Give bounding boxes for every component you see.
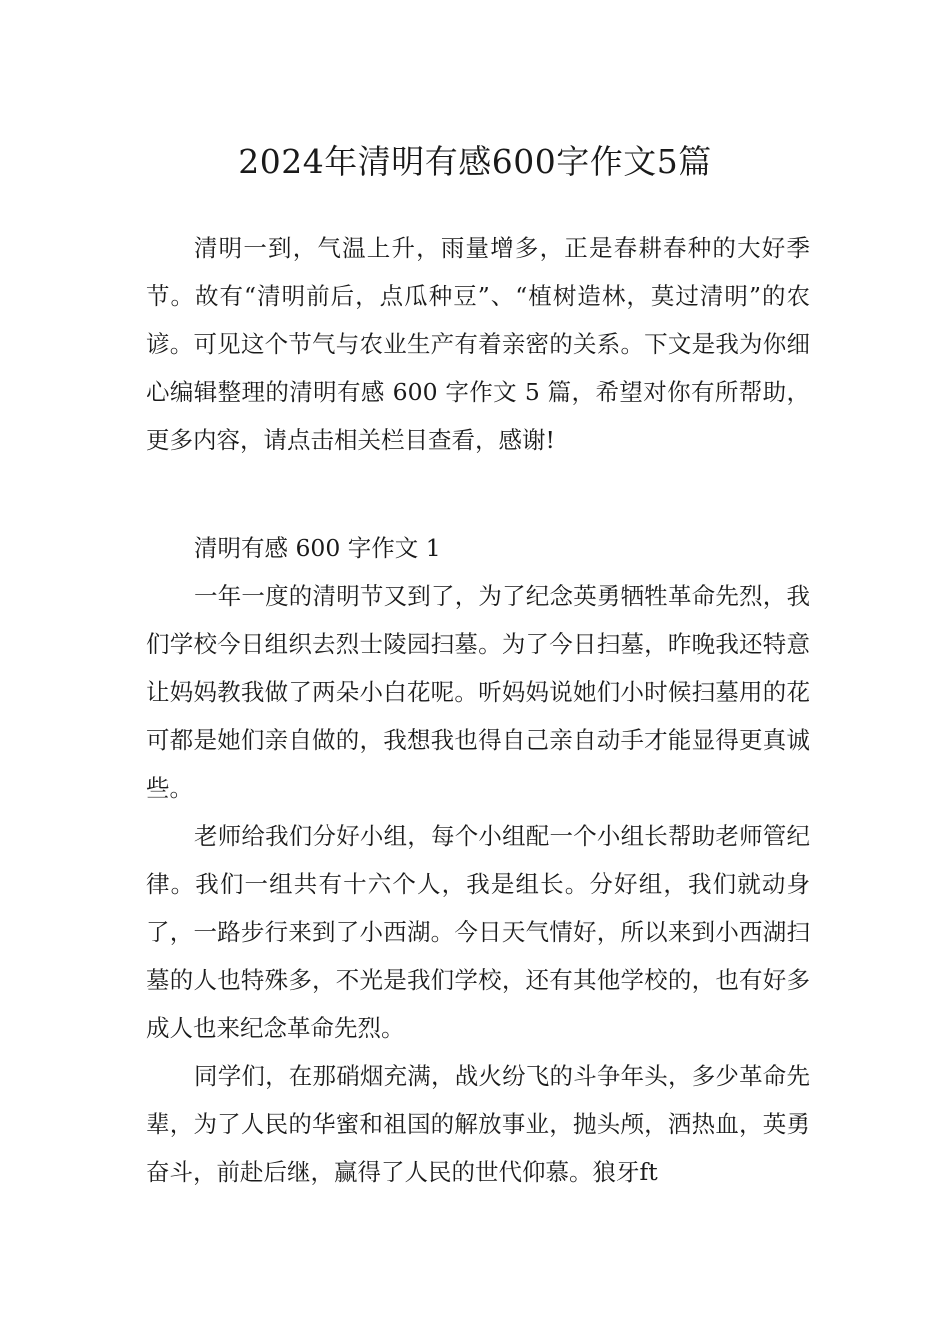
body-paragraph-3: 同学们，在那硝烟充满，战火纷飞的斗争年头，多少革命先辈，为了人民的华蜜和祖国的解放事业，抛头颅，洒热血，英勇奋斗，前赴后继，赢得了人民的世代仰慕。狼牙ft bbox=[146, 1062, 810, 1186]
section-heading: 清明有感 600 字作文 1 bbox=[194, 534, 441, 562]
body-paragraph-1: 一年一度的清明节又到了，为了纪念英勇牺牲革命先烈，我们学校今日组织去烈士陵园扫墓。为了今日扫墓，昨晚我还特意让妈妈教我做了两朵小白花呢。听妈妈说她们小时候扫墓用的花可都是她们亲自做的，我想我也得自己亲自动手才能显得更真诚些。 bbox=[146, 582, 810, 802]
body-paragraph-2: 老师给我们分好小组，每个小组配一个小组长帮助老师管纪律。我们一组共有十六个人，我是组长。分好组，我们就动身了，一路步行来到了小西湖。今日天气情好，所以来到小西湖扫墓的人也特殊多，不光是我们学校，还有其他学校的，也有好多成人也来纪念革命先烈。 bbox=[146, 822, 810, 1042]
document-title: 2024年清明有感600字作文5篇 bbox=[238, 142, 712, 181]
intro-paragraph: 清明一到，气温上升，雨量增多，正是春耕春种的大好季节。故有“清明前后，点瓜种豆”、“植树造林，莫过清明”的农谚。可见这个节气与农业生产有着亲密的关系。下文是我为你细心编辑整理的清明有感 600 字作文 5 篇，希望对你有所帮助，更多内容，请点击相关栏目查看，感谢! bbox=[146, 234, 810, 454]
intro-block bbox=[146, 224, 810, 464]
essay-section-1 bbox=[146, 524, 810, 1196]
